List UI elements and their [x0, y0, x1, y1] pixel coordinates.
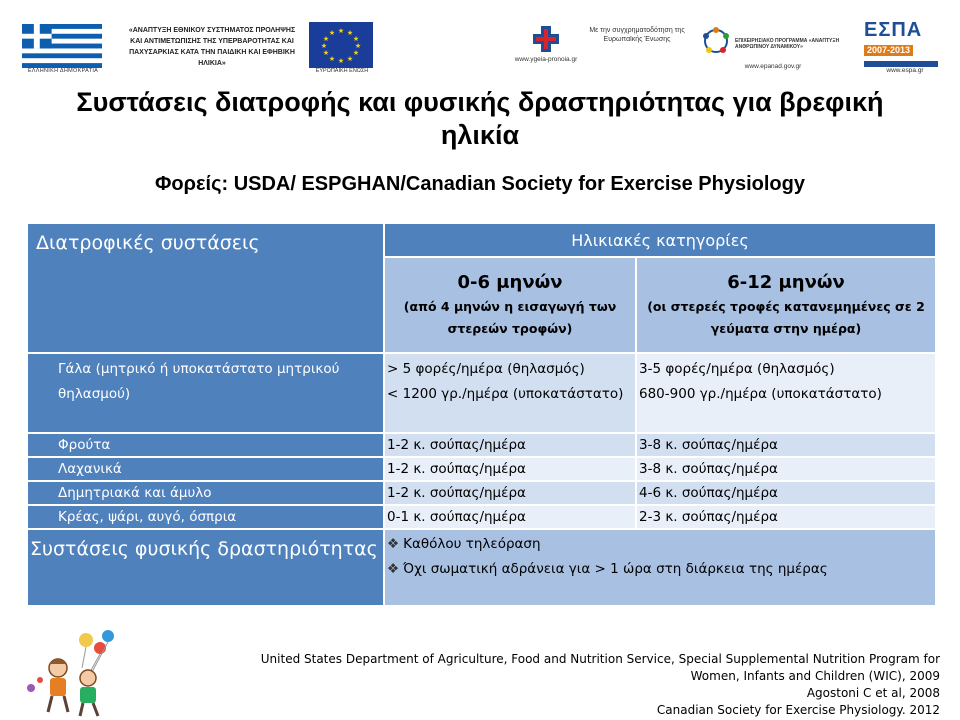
epan-program-text: ΕΠΙΧΕΙΡΗΣΙΑΚΟ ΠΡΟΓΡΑΜΜΑ «ΑΝΑΠΤΥΞΗ ΑΝΘΡΩΠΙΝΟΥ ΔΥΝΑΜΙΚΟΥ» — [735, 38, 840, 50]
cell-line: 680-900 γρ./ημέρα (υποκατάστατο) — [639, 386, 882, 402]
eu-flag-icon — [309, 22, 373, 68]
table-row — [27, 433, 936, 457]
epan-logo-icon — [700, 26, 732, 56]
eu-funding-text: Με την συγχρηματοδότηση της Ευρωπαϊκής Ένωσης — [589, 27, 685, 43]
nutrition-header: Διατροφικές συστάσεις — [27, 223, 384, 353]
svg-text:★: ★ — [354, 42, 362, 50]
svg-text:★: ★ — [352, 49, 360, 57]
cell-line: > 5 φορές/ημέρα (θηλασμός) — [387, 361, 585, 377]
age-column-6-12 — [636, 257, 936, 353]
list-item — [387, 557, 935, 582]
svg-text:★: ★ — [337, 57, 345, 65]
ministry-cross-icon — [530, 24, 562, 54]
age-note: (οι στερεές τροφές κατανεμημένες σε 2 γεύματα στην ημέρα) — [647, 299, 925, 336]
reference-line: United States Department of Agriculture, Food and Nutrition Service, Special Supplemental Nutrition Program for — [260, 652, 940, 666]
age-categories-header: Ηλικιακές κατηγορίες — [384, 223, 936, 257]
svg-text:★: ★ — [322, 35, 330, 43]
row-cell: 3-8 κ. σούπας/ημέρα — [636, 457, 936, 481]
eu-caption: ΕΥΡΩΠΑΪΚΗ ΕΝΩΣΗ — [315, 68, 369, 74]
espa-caption: www.espa.gr — [886, 67, 924, 74]
references — [180, 651, 940, 719]
age-label: 0-6 μηνών — [457, 272, 563, 293]
espa-logo — [864, 20, 942, 67]
flag-caption: ΕΛΛΗΝΙΚΗ ΔΗΜΟΚΡΑΤΙΑ — [27, 68, 99, 74]
row-cell: 1-2 κ. σούπας/ημέρα — [384, 481, 636, 505]
row-cell — [636, 353, 936, 433]
cell-line: 3-5 φορές/ημέρα (θηλασμός) — [639, 361, 835, 377]
reference-line: Agostoni C et al, 2008 — [806, 686, 940, 700]
svg-text:★: ★ — [337, 27, 345, 35]
age-note: (από 4 μηνών η εισαγωγή των στερεών τροφών) — [403, 299, 617, 336]
row-label: Δημητριακά και άμυλο — [27, 481, 384, 505]
list-item-text: Καθόλου τηλεόραση — [403, 536, 541, 552]
row-label: Λαχανικά — [27, 457, 384, 481]
row-cell: 3-8 κ. σούπας/ημέρα — [636, 433, 936, 457]
row-label: Φρούτα — [27, 433, 384, 457]
table-row — [27, 505, 936, 529]
epan-caption: www.epanad.gov.gr — [744, 63, 802, 70]
svg-text:★: ★ — [322, 49, 330, 57]
children-illustration-icon — [16, 628, 136, 720]
svg-text:★: ★ — [352, 35, 360, 43]
table-row — [27, 481, 936, 505]
page-subtitle: Φορείς: USDA/ ESPGHAN/Canadian Society for Exercise Physiology — [155, 173, 805, 195]
espa-wordmark: ΕΣΠΑ — [864, 19, 923, 41]
physical-activity-row — [27, 529, 936, 606]
program-title-text: «ΑΝΑΠΤΥΞΗ ΕΘΝΙΚΟΥ ΣΥΣΤΗΜΑΤΟΣ ΠΡΟΛΗΨΗΣ ΚΑΙ ΑΝΤΙΜΕΤΩΠΙΣΗΣ ΤΗΣ ΥΠΕΡΒΑΡΟΤΗΤΑΣ ΚΑΙ ΠΑΧΥΣΑΡΚΙΑΣ ΚΑΤΑ ΤΗΝ ΠΑΙΔΙΚΗ ΚΑΙ ΕΦΗΒΙΚΗ ΗΛΙΚΙΑ» — [128, 27, 296, 67]
row-cell: 1-2 κ. σούπας/ημέρα — [384, 433, 636, 457]
cell-line: < 1200 γρ./ημέρα (υποκατάστατο) — [387, 386, 624, 402]
page-title: Συστάσεις διατροφής και φυσικής δραστηριότητας για βρεφική ηλικία — [76, 87, 884, 150]
list-item-text: Όχι σωματική αδράνεια για > 1 ώρα στη διάρκεια της ημέρας — [403, 561, 828, 577]
physical-activity-label: Συστάσεις φυσικής δραστηριότητας — [27, 529, 384, 606]
greek-flag-icon — [22, 24, 102, 68]
age-label: 6-12 μηνών — [727, 272, 845, 293]
row-cell: 2-3 κ. σούπας/ημέρα — [636, 505, 936, 529]
svg-text:★: ★ — [346, 29, 354, 37]
svg-text:★: ★ — [320, 42, 328, 50]
svg-text:★: ★ — [328, 29, 336, 37]
svg-text:★: ★ — [328, 55, 336, 63]
espa-years: 2007-2013 — [864, 45, 913, 56]
logo-bar — [0, 0, 960, 82]
table-row — [27, 353, 936, 433]
svg-text:★: ★ — [346, 55, 354, 63]
row-label: Κρέας, ψάρι, αυγό, όσπρια — [27, 505, 384, 529]
bullet-diamond-icon: ❖ — [387, 561, 400, 577]
physical-activity-cell — [384, 529, 936, 606]
row-label: Γάλα (μητρικό ή υποκατάστατο μητρικού θηλασμού) — [27, 353, 384, 433]
row-cell: 4-6 κ. σούπας/ημέρα — [636, 481, 936, 505]
reference-line: Canadian Society for Exercise Physiology. 2012 — [656, 703, 940, 717]
row-cell: 1-2 κ. σούπας/ημέρα — [384, 457, 636, 481]
ministry-caption: www.ygeia-pronoia.gr — [514, 56, 578, 63]
row-cell: 0-1 κ. σούπας/ημέρα — [384, 505, 636, 529]
list-item — [387, 532, 935, 557]
row-cell — [384, 353, 636, 433]
recommendations-table — [26, 222, 937, 607]
reference-line: Women, Infants and Children (WIC), 2009 — [690, 669, 940, 683]
table-row — [27, 457, 936, 481]
bullet-diamond-icon: ❖ — [387, 536, 400, 552]
age-column-0-6 — [384, 257, 636, 353]
